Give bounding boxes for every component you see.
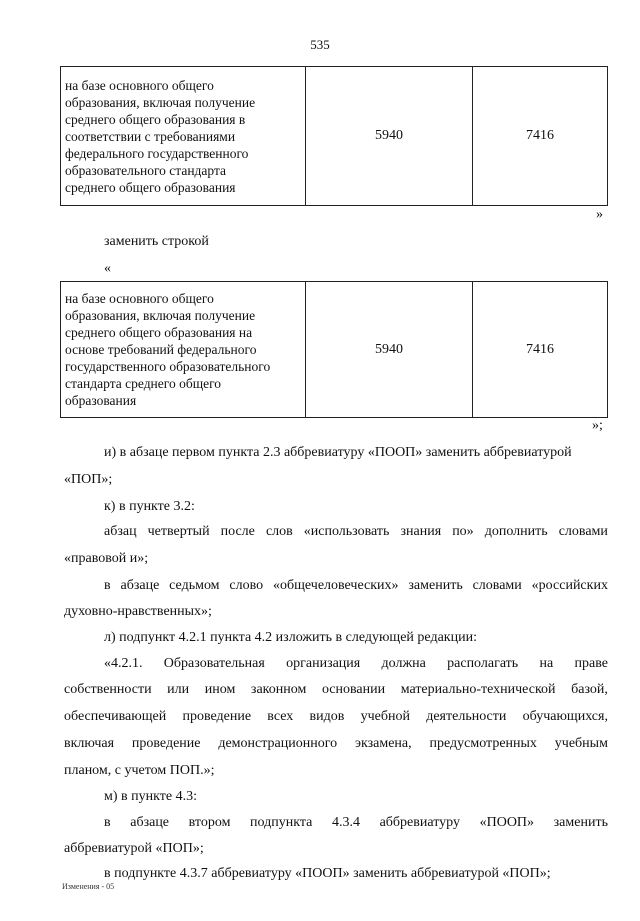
word: учебным <box>554 736 608 751</box>
word: праве <box>574 656 608 671</box>
word: ином <box>204 682 236 697</box>
word: видов <box>309 709 345 724</box>
table-cell-description <box>61 282 306 418</box>
table-row <box>61 67 608 206</box>
word: «российских <box>531 578 608 593</box>
paragraph-line: «правовой и»; <box>64 551 149 566</box>
footer-revision: Изменения - 05 <box>62 882 115 891</box>
word: знания <box>400 524 442 539</box>
word: учебной <box>360 709 410 724</box>
table-cell-line: образования, включая получение <box>65 308 256 323</box>
table-cell-line: образовательного стандарта <box>65 162 227 178</box>
table-cell-value1: 5940 <box>306 282 473 418</box>
closing-quote: »; <box>592 418 603 433</box>
word: базой, <box>571 682 608 697</box>
closing-quote: » <box>596 207 603 222</box>
word: «общечеловеческих» <box>273 578 399 593</box>
table-cell-line: федерального государственного <box>65 145 249 161</box>
word: слово <box>229 578 264 593</box>
table-cell-description <box>61 67 306 206</box>
word: основании <box>321 682 386 697</box>
paragraph-line <box>64 709 608 725</box>
table-cell-line: образования <box>65 393 137 408</box>
table-cell-line: среднего общего образования <box>65 179 236 195</box>
word: словами <box>558 524 608 539</box>
word: седьмом <box>169 578 220 593</box>
replace-phrase: заменить строкой <box>104 234 209 249</box>
table-cell-value2: 7416 <box>473 282 608 418</box>
word: законном <box>250 682 307 697</box>
paragraph-line: м) в пункте 4.3: <box>104 789 197 804</box>
word: в <box>104 578 111 593</box>
word: собственности <box>64 682 152 697</box>
word: слов <box>265 524 293 539</box>
word: проведение <box>131 736 201 751</box>
word: включая <box>64 736 115 751</box>
table-cell-line: среднего общего образования на <box>65 325 253 340</box>
paragraph-line: и) в абзаце первом пункта 2.3 аббревиатуру «ПООП» заменить аббревиатурой <box>104 445 572 460</box>
word: аббревиатуру <box>379 815 460 830</box>
word: материально-технической <box>400 682 556 697</box>
paragraph-line <box>104 656 608 672</box>
table-cell-line: соответствии с требованиями <box>65 128 236 144</box>
table-cell-line: на базе основного общего <box>65 291 214 306</box>
word: абзаце <box>130 815 170 830</box>
word: обучающихся, <box>522 709 608 724</box>
page-number: 535 <box>310 37 330 52</box>
word: организация <box>286 656 361 671</box>
paragraph-line <box>104 578 608 594</box>
word: проведение <box>182 709 252 724</box>
paragraph-line: планом, с учетом ПОП.»; <box>64 763 215 778</box>
table-cell-line: на базе основного общего <box>65 77 214 93</box>
word: «использовать <box>303 524 390 539</box>
table-cell-value1: 5940 <box>306 67 473 206</box>
paragraph-line: аббревиатурой «ПОП»; <box>64 841 204 856</box>
paragraph-line: духовно-нравственных»; <box>64 604 212 619</box>
paragraph-line: в подпункте 4.3.7 аббревиатуру «ПООП» заменить аббревиатурой «ПОП»; <box>104 866 551 881</box>
word: втором <box>188 815 231 830</box>
table-new <box>60 281 608 418</box>
word: должна <box>381 656 426 671</box>
opening-quote: « <box>104 261 111 276</box>
word: деятельности <box>426 709 507 724</box>
word: по» <box>452 524 474 539</box>
paragraph-line: «ПОП»; <box>64 472 113 487</box>
word: на <box>539 656 554 671</box>
word: Образовательная <box>163 656 265 671</box>
table-cell-line: основе требований федерального <box>65 342 257 357</box>
word: располагать <box>447 656 519 671</box>
word: «ПООП» <box>479 815 535 830</box>
table-cell-line: среднего общего образования в <box>65 111 246 127</box>
word: четвертый <box>147 524 210 539</box>
word: абзаце <box>120 578 160 593</box>
word: абзац <box>104 524 137 539</box>
word: после <box>220 524 255 539</box>
word: дополнить <box>484 524 548 539</box>
word: подпункта <box>250 815 313 830</box>
word: «4.2.1. <box>104 656 143 671</box>
word: экзамена, <box>354 736 412 751</box>
paragraph-line <box>104 524 608 540</box>
paragraph-line: к) в пункте 3.2: <box>104 499 195 514</box>
table-old <box>60 66 608 206</box>
table-row <box>61 282 608 418</box>
word: или <box>167 682 190 697</box>
word: всех <box>267 709 294 724</box>
paragraph-line: л) подпункт 4.2.1 пункта 4.2 изложить в следующей редакции: <box>104 630 477 645</box>
word: заменить <box>553 815 608 830</box>
paragraph-line <box>64 736 608 752</box>
table-cell-value2: 7416 <box>473 67 608 206</box>
word: предусмотренных <box>429 736 537 751</box>
paragraph-line <box>104 815 608 831</box>
paragraph-line <box>64 682 608 698</box>
word: заменить <box>408 578 463 593</box>
table-cell-line: образования, включая получение <box>65 94 256 110</box>
word: словами <box>472 578 522 593</box>
table-cell-line: государственного образовательного <box>65 359 271 374</box>
word: демонстрационного <box>218 736 338 751</box>
word: в <box>104 815 111 830</box>
word: обеспечивающей <box>64 709 167 724</box>
word: 4.3.4 <box>331 815 360 830</box>
table-cell-line: стандарта среднего общего <box>65 376 222 391</box>
